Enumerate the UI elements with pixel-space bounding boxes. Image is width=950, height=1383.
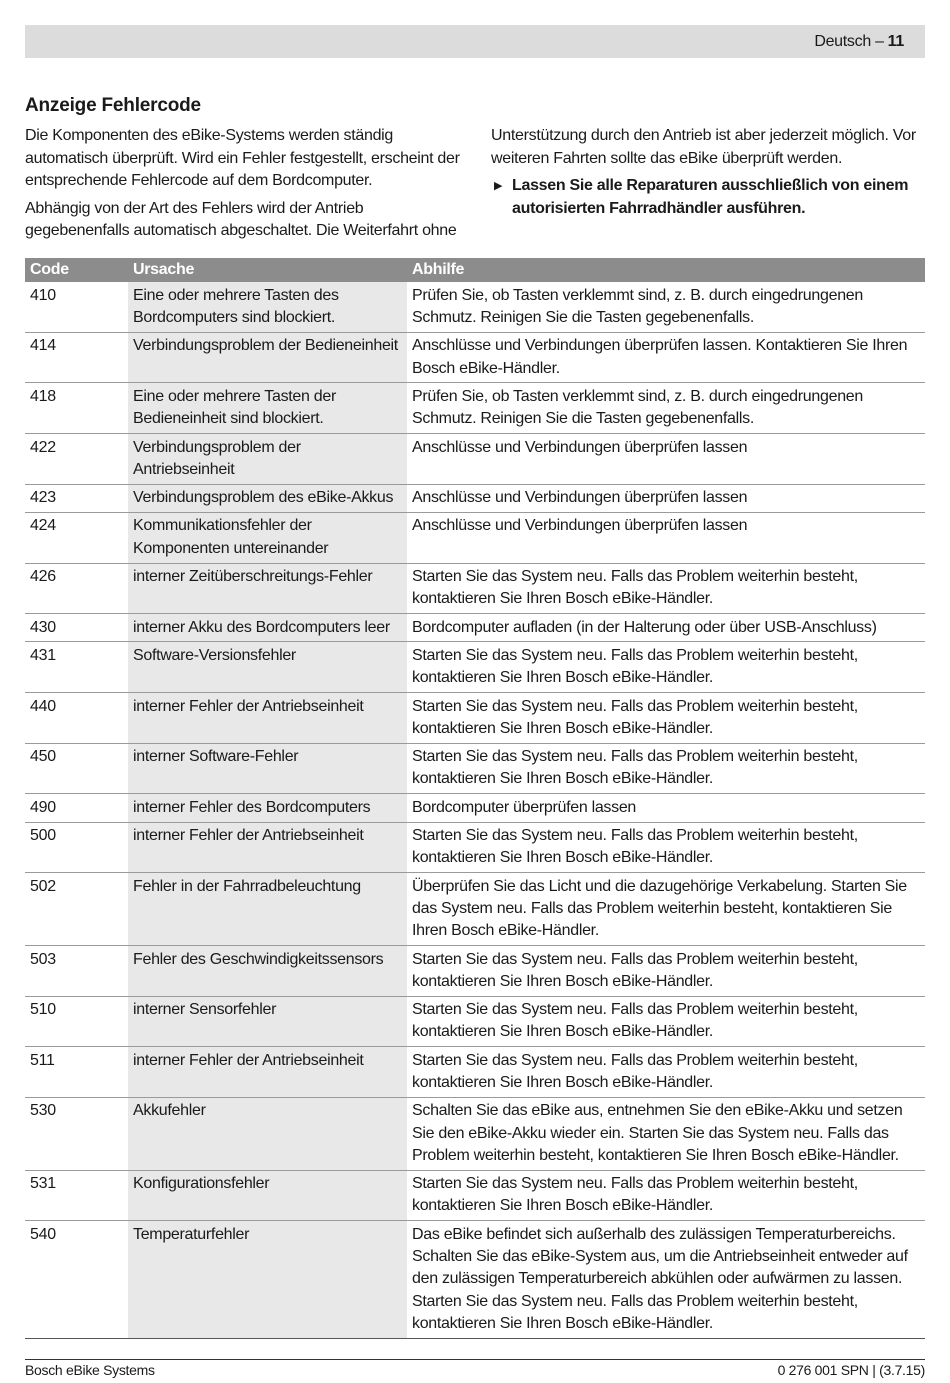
table-row [25, 563, 925, 614]
table-header-row [25, 258, 925, 282]
table-body [25, 282, 925, 1338]
table-row [25, 743, 925, 794]
remedy-cell: Starten Sie das System neu. Falls das Problem weiterhin besteht, kontaktieren Sie Ihren Bosch eBike-Händler. [407, 996, 925, 1047]
page-number: 11 [887, 32, 904, 50]
footer-divider [25, 1359, 925, 1360]
error-code-cell: 530 [25, 1097, 128, 1170]
repair-note-text: Lassen Sie alle Reparaturen ausschließlich von einem autorisierten Fahrradhändler ausführen. [512, 177, 909, 217]
remedy-cell: Überprüfen Sie das Licht und die dazugehörige Verkabelung. Starten Sie das System neu. Falls das Problem weiterhin besteht, kontaktieren Sie Ihren Bosch eBike-Händler. [407, 873, 925, 946]
remedy-cell: Starten Sie das System neu. Falls das Problem weiterhin besteht, kontaktieren Sie Ihren Bosch eBike-Händler. [407, 693, 925, 744]
error-code-cell: 422 [25, 434, 128, 485]
remedy-cell: Starten Sie das System neu. Falls das Problem weiterhin besteht, kontaktieren Sie Ihren Bosch eBike-Händler. [407, 822, 925, 873]
error-code-cell: 418 [25, 383, 128, 434]
table-row [25, 873, 925, 946]
table-row [25, 383, 925, 434]
intro-paragraph-2-part-2: Unterstützung durch den Antrieb ist aber jederzeit möglich. Vor weiteren Fahrten sollte das eBike überprüft werden. [491, 127, 916, 167]
column-header-remedy: Abhilfe [407, 258, 925, 282]
cause-cell: Fehler in der Fahrradbeleuchtung [128, 873, 407, 946]
cause-cell: interner Zeitüberschreitungs-Fehler [128, 563, 407, 614]
intro-column-right [491, 125, 925, 220]
table-row [25, 484, 925, 512]
cause-cell: Temperaturfehler [128, 1221, 407, 1338]
remedy-cell: Schalten Sie das eBike aus, entnehmen Sie den eBike-Akku und setzen Sie den eBike-Akku wieder ein. Starten Sie das System neu. Falls das Problem weiterhin besteht, kontaktieren Sie Ihren Bosch eBike-Händler. [407, 1097, 925, 1170]
table-row [25, 996, 925, 1047]
remedy-cell: Anschlüsse und Verbindungen überprüfen lassen [407, 434, 925, 485]
table-row [25, 1097, 925, 1170]
page-header [25, 25, 925, 58]
error-code-cell: 424 [25, 512, 128, 563]
table-row [25, 614, 925, 642]
error-code-cell: 540 [25, 1221, 128, 1338]
table-row [25, 1170, 925, 1221]
repair-note [491, 175, 925, 220]
remedy-cell: Anschlüsse und Verbindungen überprüfen lassen. Kontaktieren Sie Ihren Bosch eBike-Händler. [407, 332, 925, 383]
cause-cell: Fehler des Geschwindigkeitssensors [128, 946, 407, 997]
remedy-cell: Bordcomputer aufladen (in der Halterung oder über USB-Anschluss) [407, 614, 925, 642]
error-code-cell: 440 [25, 693, 128, 744]
table-row [25, 794, 925, 822]
remedy-cell: Starten Sie das System neu. Falls das Problem weiterhin besteht, kontaktieren Sie Ihren Bosch eBike-Händler. [407, 946, 925, 997]
column-header-code: Code [25, 258, 128, 282]
error-code-cell: 414 [25, 332, 128, 383]
table-row [25, 282, 925, 332]
column-header-cause: Ursache [128, 258, 407, 282]
cause-cell: interner Fehler des Bordcomputers [128, 794, 407, 822]
cause-cell: interner Fehler der Antriebseinheit [128, 822, 407, 873]
remedy-cell: Starten Sie das System neu. Falls das Problem weiterhin besteht, kontaktieren Sie Ihren Bosch eBike-Händler. [407, 563, 925, 614]
remedy-cell: Starten Sie das System neu. Falls das Problem weiterhin besteht, kontaktieren Sie Ihren Bosch eBike-Händler. [407, 1047, 925, 1098]
cause-cell: interner Sensorfehler [128, 996, 407, 1047]
remedy-cell: Starten Sie das System neu. Falls das Problem weiterhin besteht, kontaktieren Sie Ihren Bosch eBike-Händler. [407, 743, 925, 794]
error-code-cell: 450 [25, 743, 128, 794]
cause-cell: Konfigurationsfehler [128, 1170, 407, 1221]
remedy-cell: Starten Sie das System neu. Falls das Problem weiterhin besteht, kontaktieren Sie Ihren Bosch eBike-Händler. [407, 642, 925, 693]
error-code-cell: 503 [25, 946, 128, 997]
table-row [25, 693, 925, 744]
error-code-cell: 511 [25, 1047, 128, 1098]
intro-column-left [25, 125, 465, 243]
remedy-cell: Bordcomputer überprüfen lassen [407, 794, 925, 822]
table-row [25, 1047, 925, 1098]
error-code-cell: 531 [25, 1170, 128, 1221]
table-row [25, 434, 925, 485]
table-row [25, 512, 925, 563]
error-code-cell: 426 [25, 563, 128, 614]
section-title: Anzeige Fehlercode [25, 95, 201, 116]
remedy-cell: Prüfen Sie, ob Tasten verklemmt sind, z. B. durch eingedrungenen Schmutz. Reinigen Sie die Tasten gegebenenfalls. [407, 282, 925, 332]
remedy-cell: Prüfen Sie, ob Tasten verklemmt sind, z. B. durch eingedrungenen Schmutz. Reinigen Sie die Tasten gegebenenfalls. [407, 383, 925, 434]
intro-paragraph-1: Die Komponenten des eBike-Systems werden ständig automatisch überprüft. Wird ein Fehler festgestellt, erscheint der entsprechende Fehlercode auf dem Bordcomputer. [25, 127, 460, 189]
error-code-cell: 502 [25, 873, 128, 946]
intro-paragraph-2-part-1: Abhängig von der Art des Fehlers wird der Antrieb gegebenenfalls automatisch abgeschaltet. Die Weiterfahrt ohne [25, 199, 457, 239]
cause-cell: interner Fehler der Antriebseinheit [128, 693, 407, 744]
table-row [25, 946, 925, 997]
triangle-bullet-icon: ▶ [494, 180, 503, 192]
cause-cell: Software-Versionsfehler [128, 642, 407, 693]
cause-cell: interner Software-Fehler [128, 743, 407, 794]
error-code-table [25, 258, 925, 1339]
remedy-cell: Starten Sie das System neu. Falls das Problem weiterhin besteht, kontaktieren Sie Ihren Bosch eBike-Händler. [407, 1170, 925, 1221]
remedy-cell: Das eBike befindet sich außerhalb des zulässigen Temperaturbereichs. Schalten Sie das eBike-System aus, um die Antriebseinheit entweder auf den zulässigen Temperaturbereich abkühlen oder aufwärmen zu lassen. Starten Sie das System neu. Falls das Problem weiterhin besteht, kontaktieren Sie Ihren Bosch eBike-Händler. [407, 1221, 925, 1338]
footer-brand: Bosch eBike Systems [25, 1362, 155, 1378]
table-row [25, 822, 925, 873]
error-code-cell: 490 [25, 794, 128, 822]
intro-paragraph-2-continued [491, 125, 925, 170]
error-code-cell: 500 [25, 822, 128, 873]
cause-cell: Eine oder mehrere Tasten des Bordcomputers sind blockiert. [128, 282, 407, 332]
error-code-cell: 430 [25, 614, 128, 642]
cause-cell: Kommunikationsfehler der Komponenten untereinander [128, 512, 407, 563]
error-code-cell: 510 [25, 996, 128, 1047]
table-row [25, 332, 925, 383]
table-row [25, 642, 925, 693]
header-section: Deutsch – [814, 32, 884, 50]
cause-cell: interner Akku des Bordcomputers leer [128, 614, 407, 642]
error-code-cell: 410 [25, 282, 128, 332]
table-row [25, 1221, 925, 1338]
cause-cell: interner Fehler der Antriebseinheit [128, 1047, 407, 1098]
cause-cell: Verbindungsproblem der Bedieneinheit [128, 332, 407, 383]
error-code-cell: 423 [25, 484, 128, 512]
cause-cell: Verbindungsproblem der Antriebseinheit [128, 434, 407, 485]
cause-cell: Eine oder mehrere Tasten der Bedieneinheit sind blockiert. [128, 383, 407, 434]
error-code-cell: 431 [25, 642, 128, 693]
remedy-cell: Anschlüsse und Verbindungen überprüfen lassen [407, 484, 925, 512]
intro-paragraph-2 [25, 198, 465, 243]
footer-doc-number: 0 276 001 SPN | (3.7.15) [777, 1362, 925, 1378]
remedy-cell: Anschlüsse und Verbindungen überprüfen lassen [407, 512, 925, 563]
cause-cell: Verbindungsproblem des eBike-Akkus [128, 484, 407, 512]
cause-cell: Akkufehler [128, 1097, 407, 1170]
